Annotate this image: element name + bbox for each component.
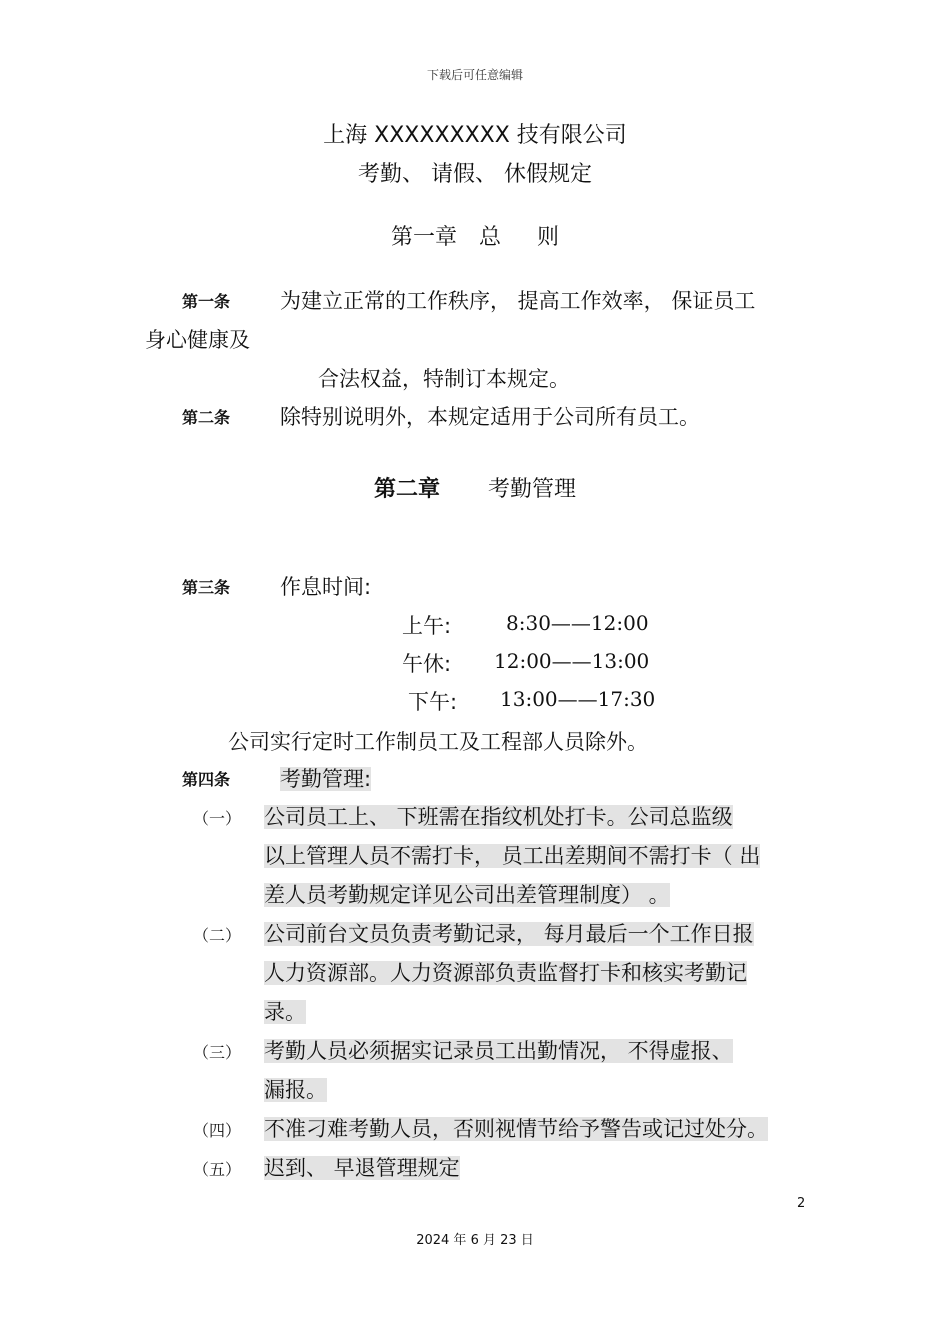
article-1-line-1: 为建立正常的工作秩序， 提高工作效率， 保证员工: [280, 289, 756, 313]
article-2-text: 除特别说明外，本规定适用于公司所有员工。: [280, 405, 700, 429]
item-4-line-1-text: 不准刁难考勤人员，否则视情节给予警告或记过处分。: [264, 1117, 768, 1141]
article-1-label: 第一条: [182, 292, 231, 311]
item-2-label: （二）: [193, 926, 242, 945]
chapter-1-title-a: 总: [478, 225, 501, 250]
item-1-line-2-text: 以上管理人员不需打卡， 员工出差期间不需打卡（ 出: [264, 844, 761, 868]
item-4-label: （四）: [193, 1121, 242, 1140]
footer-date: 2024 年 6 月 23 日: [416, 1233, 534, 1248]
item-3-label: （三）: [193, 1043, 242, 1062]
item-3-line-2-text: 漏报。: [264, 1078, 327, 1102]
article-4-text: [280, 763, 371, 793]
schedule-afternoon-label: 下午:: [408, 690, 458, 714]
chapter-1-heading: [0, 220, 950, 251]
document-title: 考勤、 请假、 休假规定: [358, 162, 592, 187]
item-3-line-1-text: 考勤人员必须据实记录员工出勤情况， 不得虚报、: [264, 1039, 733, 1063]
schedule-afternoon-time: 13:00——17:30: [500, 687, 656, 711]
schedule-lunch-label: 午休:: [402, 652, 452, 676]
item-2-line-1: [264, 918, 754, 948]
page-header: 下载后可任意编辑: [426, 68, 523, 82]
chapter-1-number: 第一章: [390, 225, 457, 250]
company-title: 上海 XXXXXXXXX 技有限公司: [323, 123, 627, 148]
item-2-line-3: [264, 996, 306, 1026]
item-1-line-3: [264, 879, 670, 909]
item-3-line-2: [264, 1074, 327, 1104]
item-5-label: （五）: [193, 1160, 242, 1179]
item-1-line-1-text: 公司员工上、 下班需在指纹机处打卡。公司总监级: [264, 805, 733, 829]
article-3-text: 作息时间:: [280, 575, 372, 599]
item-1-label: （一）: [193, 809, 242, 828]
item-5-line-1: [264, 1152, 460, 1182]
article-3-label: 第三条: [182, 578, 231, 597]
schedule-morning-label: 上午:: [402, 614, 452, 638]
item-2-line-3-text: 录。: [264, 1000, 306, 1024]
schedule-morning-time: 8:30——12:00: [506, 611, 649, 635]
chapter-2-heading: [0, 472, 950, 503]
item-2-line-2: [264, 957, 747, 987]
article-1-line-2: 身心健康及: [145, 328, 250, 352]
page-number: 2: [797, 1196, 806, 1211]
article-4-text-highlight: 考勤管理:: [280, 767, 372, 791]
article-2-label: 第二条: [182, 408, 231, 427]
chapter-2-number: 第二章: [373, 477, 440, 502]
item-1-line-1: [264, 801, 733, 831]
item-2-line-2-text: 人力资源部。人力资源部负责监督打卡和核实考勤记: [264, 961, 747, 985]
article-4-label: 第四条: [182, 770, 231, 789]
item-3-line-1: [264, 1035, 733, 1065]
item-4-line-1: [264, 1113, 768, 1143]
article-3-note: 公司实行定时工作制员工及工程部人员除外。: [228, 730, 648, 754]
item-1-line-3-text: 差人员考勤规定详见公司出差管理制度） 。: [264, 883, 670, 907]
chapter-1-title-b: 则: [537, 225, 560, 250]
schedule-lunch-time: 12:00——13:00: [494, 649, 650, 673]
chapter-2-title: 考勤管理: [488, 477, 577, 502]
article-1-line-3: 合法权益，特制订本规定。: [318, 367, 570, 391]
item-5-line-1-text: 迟到、 早退管理规定: [264, 1156, 460, 1180]
item-1-line-2: [264, 840, 760, 870]
item-2-line-1-text: 公司前台文员负责考勤记录， 每月最后一个工作日报: [264, 922, 754, 946]
